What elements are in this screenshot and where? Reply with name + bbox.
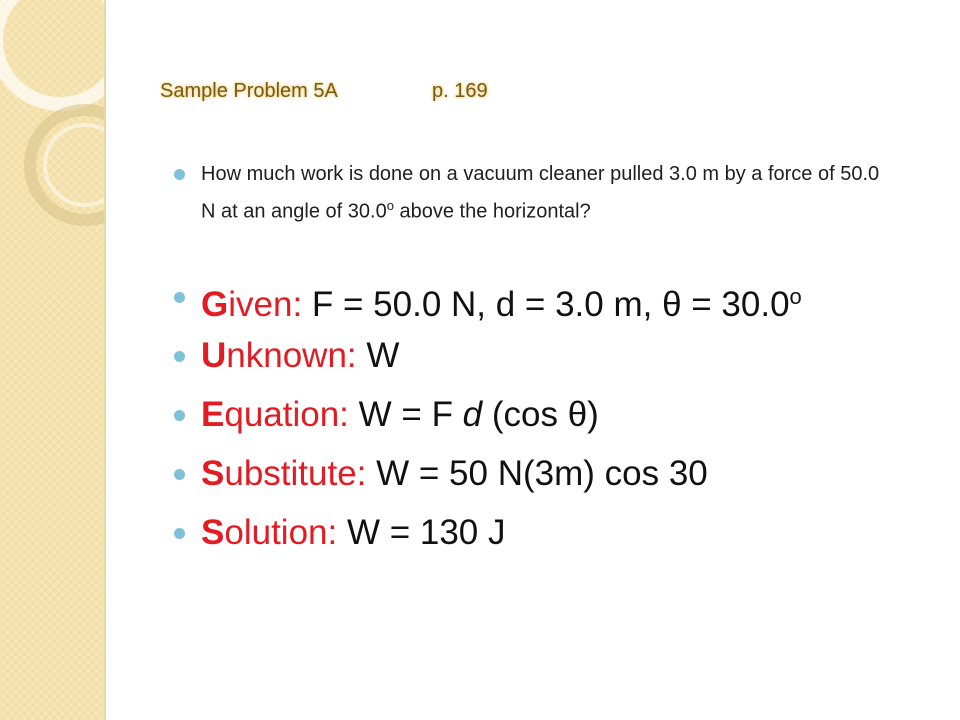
step-key	[201, 336, 357, 375]
step-equation	[201, 395, 599, 435]
step-value: W	[356, 336, 400, 375]
decorative-circles	[0, 0, 104, 720]
header-title: Sample Problem 5A	[160, 80, 338, 102]
step-key-initial: E	[201, 395, 225, 434]
bullet-icon	[174, 169, 185, 180]
question-text	[201, 158, 891, 228]
step-solution	[201, 513, 506, 553]
bullet-icon	[174, 528, 185, 539]
question-text-main: How much work is done on a vacuum cleaner pulled 3.0 m by a force of 50.0 N at an angle of 30.0	[201, 163, 880, 223]
header-page-ref: p. 169	[432, 80, 488, 102]
step-value: W = F	[348, 395, 463, 434]
step-key-initial: U	[201, 336, 227, 375]
step-key-rest: ubstitute:	[224, 454, 367, 493]
step-key-initial: G	[201, 285, 229, 324]
degree-sup: o	[789, 284, 802, 309]
step-key	[201, 454, 366, 493]
step-key-rest: nknown:	[226, 336, 357, 375]
step-substitute	[201, 454, 708, 494]
step-value: W = 130 J	[337, 513, 506, 552]
slide-header	[160, 80, 560, 106]
step-key-rest: iven:	[228, 285, 303, 324]
step-key-initial: S	[201, 513, 225, 552]
question-degree-sup: o	[386, 198, 394, 213]
step-value: W = 50 N(3m) cos 30	[366, 454, 708, 493]
step-key	[201, 513, 337, 552]
step-key-initial: S	[201, 454, 225, 493]
step-value-end: (cos θ)	[482, 395, 599, 434]
step-key-rest: quation:	[224, 395, 349, 434]
step-unknown	[201, 336, 399, 376]
step-value-italic: d	[462, 395, 483, 434]
bullet-icon	[174, 351, 185, 362]
step-key	[201, 285, 302, 324]
bullet-icon	[174, 292, 185, 303]
decorative-side-panel	[0, 0, 106, 720]
bullet-icon	[174, 410, 185, 421]
step-key	[201, 395, 349, 434]
step-value: F = 50.0 N, d = 3.0 m, θ = 30.0	[302, 285, 790, 324]
bullet-icon	[174, 469, 185, 480]
step-given	[201, 277, 802, 325]
question-text-end: above the horizontal?	[393, 200, 591, 223]
step-key-rest: olution:	[224, 513, 338, 552]
